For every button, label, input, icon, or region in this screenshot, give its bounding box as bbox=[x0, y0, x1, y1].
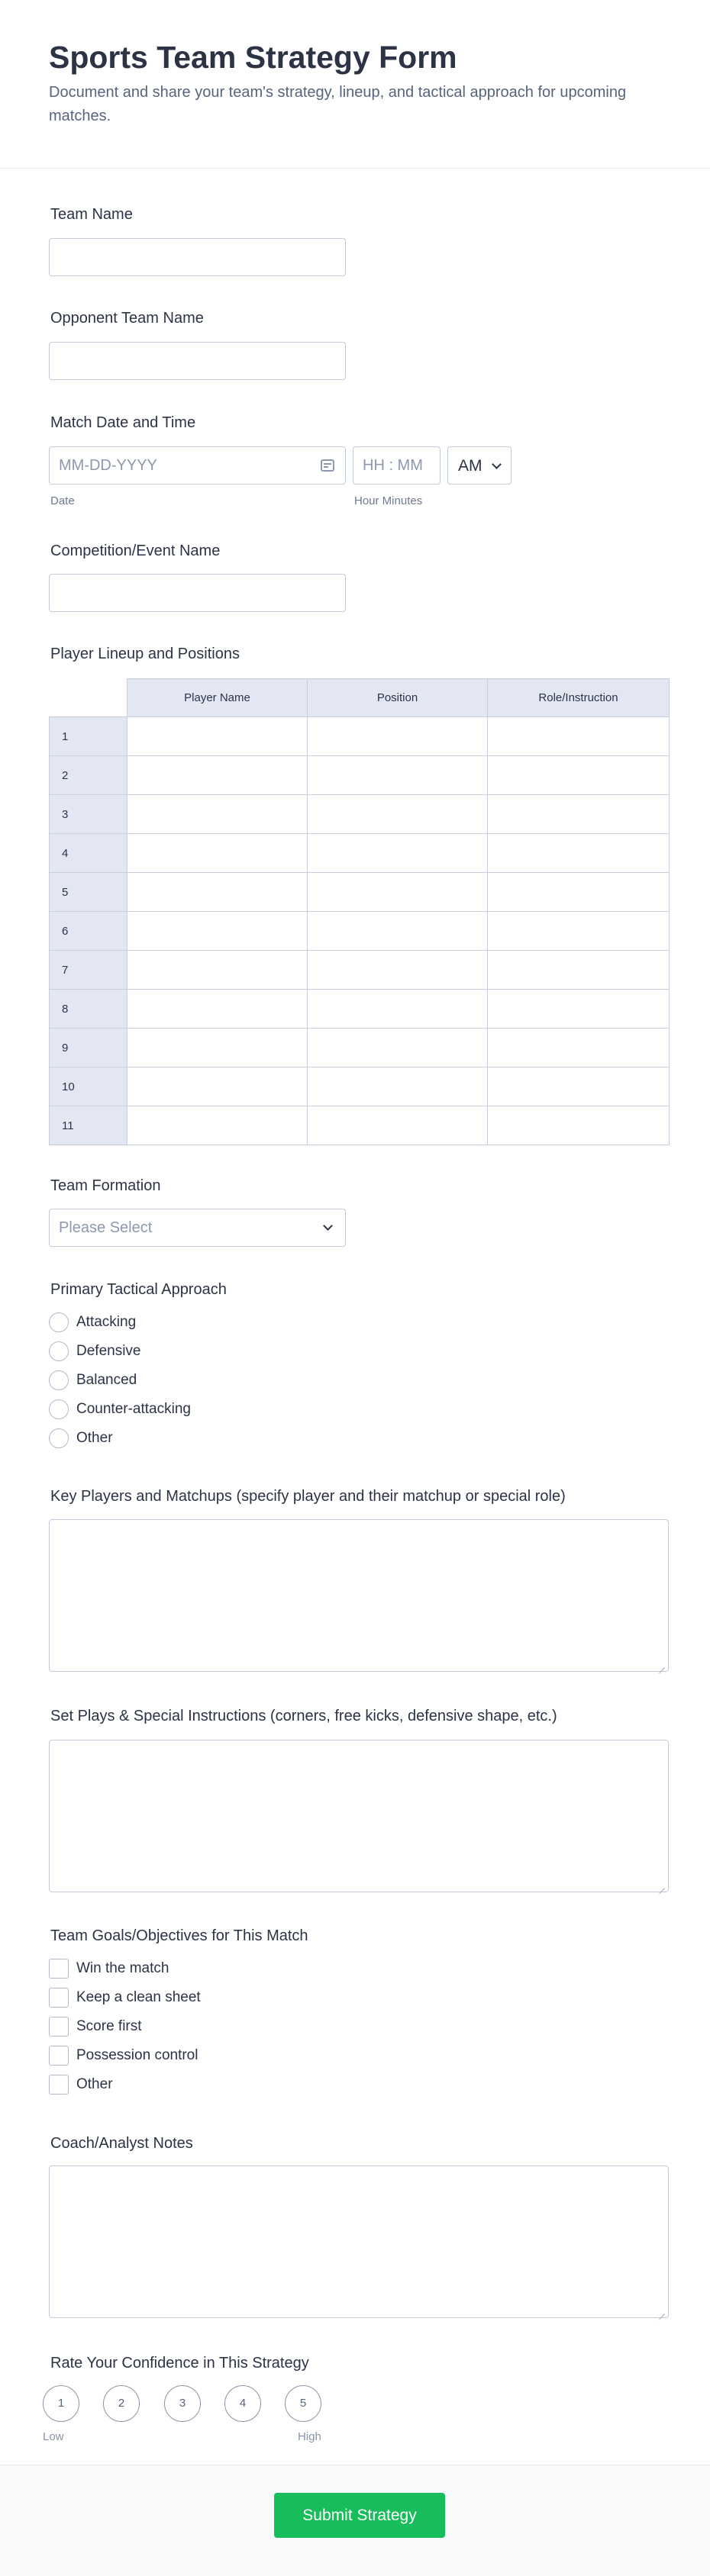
radio-button[interactable] bbox=[49, 1399, 69, 1419]
column-header: Role/Instruction bbox=[488, 679, 670, 717]
calendar-icon[interactable] bbox=[321, 459, 334, 472]
ampm-value: AM bbox=[458, 457, 482, 475]
table-cell-input[interactable] bbox=[488, 873, 670, 912]
checkbox[interactable] bbox=[49, 2046, 69, 2066]
table-row bbox=[50, 795, 670, 834]
competition-event-name-label: Competition/Event Name bbox=[50, 543, 221, 559]
date-placeholder: MM-DD-YYYY bbox=[59, 457, 157, 474]
table-row bbox=[50, 990, 670, 1029]
team-formation-select[interactable] bbox=[49, 1209, 346, 1247]
table-row bbox=[50, 873, 670, 912]
time-placeholder: HH : MM bbox=[363, 457, 423, 474]
table-row bbox=[50, 834, 670, 873]
set-plays-label: Set Plays & Special Instructions (corners, free kicks, defensive shape, etc.) bbox=[50, 1708, 557, 1724]
form-title: Sports Team Strategy Form bbox=[49, 40, 457, 75]
radio-option-attacking[interactable] bbox=[49, 1312, 431, 1333]
radio-label: Balanced bbox=[76, 1372, 137, 1388]
chevron-down-icon bbox=[492, 459, 502, 469]
table-cell-input[interactable] bbox=[488, 990, 670, 1029]
radio-button[interactable] bbox=[49, 1341, 69, 1361]
time-sublabel: Hour Minutes bbox=[354, 494, 423, 507]
radio-button[interactable] bbox=[49, 1370, 69, 1390]
competition-event-name-input[interactable] bbox=[49, 574, 346, 612]
row-label: 8 bbox=[50, 990, 127, 1029]
column-header: Position bbox=[308, 679, 488, 717]
form-header bbox=[0, 0, 710, 169]
coach-notes-label: Coach/Analyst Notes bbox=[50, 2135, 193, 2152]
table-cell-input[interactable] bbox=[127, 717, 308, 756]
ampm-select[interactable] bbox=[447, 446, 512, 485]
table-cell-input[interactable] bbox=[308, 1067, 488, 1106]
checkbox-option-possession-control[interactable] bbox=[49, 2045, 431, 2066]
resize-handle-icon[interactable] bbox=[657, 1660, 665, 1668]
key-players-label: Key Players and Matchups (specify player and their matchup or special role) bbox=[50, 1488, 566, 1505]
radio-label: Attacking bbox=[76, 1314, 137, 1330]
table-cell-input[interactable] bbox=[488, 1067, 670, 1106]
row-label: 7 bbox=[50, 951, 127, 990]
tactical-approach-label: Primary Tactical Approach bbox=[50, 1281, 227, 1298]
radio-label: Counter-attacking bbox=[76, 1401, 191, 1417]
table-row bbox=[50, 912, 670, 951]
opponent-team-name-label: Opponent Team Name bbox=[50, 310, 204, 327]
table-cell-input[interactable] bbox=[488, 951, 670, 990]
match-time-input[interactable] bbox=[353, 446, 441, 485]
rating-high-label: High bbox=[298, 2430, 321, 2443]
radio-option-counter-attacking[interactable] bbox=[49, 1399, 431, 1420]
table-cell-input[interactable] bbox=[308, 717, 488, 756]
checkbox-option-other[interactable] bbox=[49, 2074, 431, 2095]
rating-option-1[interactable]: 1 bbox=[43, 2385, 79, 2422]
chevron-down-icon bbox=[323, 1221, 333, 1231]
rating-option-3[interactable]: 3 bbox=[164, 2385, 201, 2422]
rating-option-4[interactable]: 4 bbox=[224, 2385, 261, 2422]
rating-option-5[interactable]: 5 bbox=[285, 2385, 321, 2422]
table-cell-input[interactable] bbox=[127, 1106, 308, 1145]
radio-label: Defensive bbox=[76, 1343, 141, 1359]
row-label: 11 bbox=[50, 1106, 127, 1145]
resize-handle-icon[interactable] bbox=[657, 1881, 665, 1889]
table-cell-input[interactable] bbox=[308, 795, 488, 834]
player-lineup-table bbox=[49, 678, 670, 1145]
table-cell-input[interactable] bbox=[308, 912, 488, 951]
checkbox-label: Other bbox=[76, 2076, 113, 2092]
table-cell-input[interactable] bbox=[127, 873, 308, 912]
table-cell-input[interactable] bbox=[127, 1067, 308, 1106]
opponent-team-name-input[interactable] bbox=[49, 342, 346, 380]
checkbox-label: Score first bbox=[76, 2018, 142, 2034]
table-cell-input[interactable] bbox=[308, 756, 488, 795]
checkbox[interactable] bbox=[49, 1988, 69, 2008]
table-cell-input[interactable] bbox=[488, 717, 670, 756]
key-players-textarea[interactable] bbox=[49, 1519, 669, 1672]
radio-button[interactable] bbox=[49, 1428, 69, 1448]
team-goals-label: Team Goals/Objectives for This Match bbox=[50, 1927, 308, 1944]
row-label: 2 bbox=[50, 756, 127, 795]
checkbox[interactable] bbox=[49, 2075, 69, 2095]
radio-option-balanced[interactable] bbox=[49, 1370, 431, 1391]
confidence-rating-label: Rate Your Confidence in This Strategy bbox=[50, 2355, 309, 2372]
table-cell-input[interactable] bbox=[127, 756, 308, 795]
row-label: 5 bbox=[50, 873, 127, 912]
checkbox-label: Possession control bbox=[76, 2047, 198, 2063]
table-corner bbox=[50, 679, 127, 717]
row-label: 10 bbox=[50, 1067, 127, 1106]
team-name-label: Team Name bbox=[50, 206, 133, 223]
row-label: 3 bbox=[50, 795, 127, 834]
rating-option-2[interactable]: 2 bbox=[103, 2385, 140, 2422]
table-cell-input[interactable] bbox=[488, 834, 670, 873]
table-cell-input[interactable] bbox=[308, 1029, 488, 1067]
table-cell-input[interactable] bbox=[127, 990, 308, 1029]
player-lineup-label: Player Lineup and Positions bbox=[50, 646, 240, 662]
coach-notes-textarea[interactable] bbox=[49, 2165, 669, 2318]
table-cell-input[interactable] bbox=[308, 834, 488, 873]
table-cell-input[interactable] bbox=[488, 756, 670, 795]
date-sublabel: Date bbox=[50, 494, 75, 507]
checkbox[interactable] bbox=[49, 1959, 69, 1979]
row-label: 1 bbox=[50, 717, 127, 756]
table-row bbox=[50, 951, 670, 990]
column-header: Player Name bbox=[127, 679, 308, 717]
table-row bbox=[50, 1106, 670, 1145]
team-formation-label: Team Formation bbox=[50, 1177, 161, 1194]
checkbox-option-clean-sheet[interactable] bbox=[49, 1987, 431, 2008]
radio-option-other[interactable] bbox=[49, 1428, 431, 1449]
table-row bbox=[50, 1029, 670, 1067]
table-cell-input[interactable] bbox=[308, 1106, 488, 1145]
rating-low-label: Low bbox=[43, 2430, 64, 2443]
table-cell-input[interactable] bbox=[308, 951, 488, 990]
form-subtitle: Document and share your team's strategy, lineup, and tactical approach for upcoming matches. bbox=[49, 84, 627, 124]
table-cell-input[interactable] bbox=[488, 795, 670, 834]
team-name-input[interactable] bbox=[49, 238, 346, 276]
submit-button[interactable]: Submit Strategy bbox=[274, 2493, 445, 2538]
table-cell-input[interactable] bbox=[127, 951, 308, 990]
table-cell-input[interactable] bbox=[488, 1106, 670, 1145]
radio-option-defensive[interactable] bbox=[49, 1341, 431, 1362]
table-cell-input[interactable] bbox=[127, 795, 308, 834]
radio-button[interactable] bbox=[49, 1312, 69, 1332]
match-date-time-label: Match Date and Time bbox=[50, 414, 196, 431]
table-row bbox=[50, 1067, 670, 1106]
checkbox[interactable] bbox=[49, 2017, 69, 2037]
row-label: 6 bbox=[50, 912, 127, 951]
table-cell-input[interactable] bbox=[127, 1029, 308, 1067]
resize-handle-icon[interactable] bbox=[657, 2307, 665, 2314]
table-cell-input[interactable] bbox=[488, 1029, 670, 1067]
table-cell-input[interactable] bbox=[308, 990, 488, 1029]
checkbox-option-score-first[interactable] bbox=[49, 2016, 431, 2037]
table-cell-input[interactable] bbox=[127, 912, 308, 951]
table-cell-input[interactable] bbox=[308, 873, 488, 912]
table-cell-input[interactable] bbox=[127, 834, 308, 873]
row-label: 4 bbox=[50, 834, 127, 873]
table-row bbox=[50, 717, 670, 756]
team-formation-placeholder: Please Select bbox=[59, 1219, 153, 1236]
checkbox-label: Keep a clean sheet bbox=[76, 1989, 201, 2005]
set-plays-textarea[interactable] bbox=[49, 1740, 669, 1892]
checkbox-label: Win the match bbox=[76, 1960, 169, 1976]
match-date-input[interactable] bbox=[49, 446, 346, 485]
table-cell-input[interactable] bbox=[488, 912, 670, 951]
checkbox-option-win-the-match[interactable] bbox=[49, 1958, 431, 1979]
table-row bbox=[50, 756, 670, 795]
radio-label: Other bbox=[76, 1430, 113, 1446]
row-label: 9 bbox=[50, 1029, 127, 1067]
